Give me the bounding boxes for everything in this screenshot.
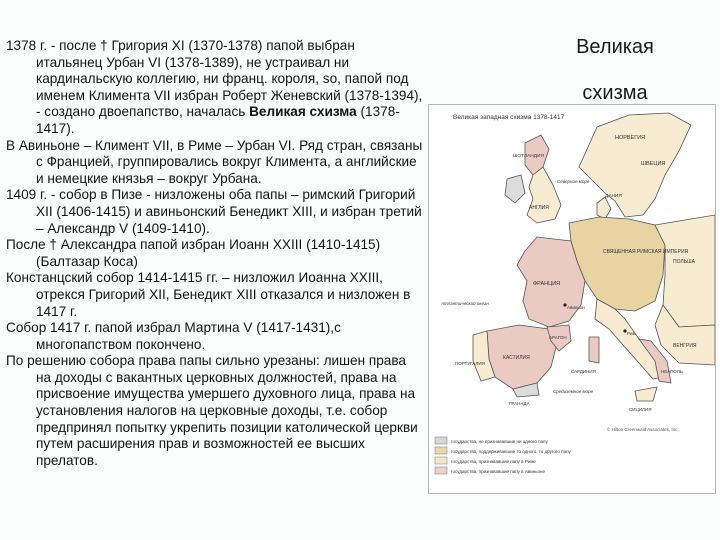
label-hungary: ВЕНГРИЯ bbox=[673, 343, 697, 349]
paragraph-7: По решению собора права папы сильно урезаны: лишен права на доходы с вакантных церковных должностей, права на присвоение имущества умершего духовного лица, права на установления налогов на церковные доходы, т.е. собор предпринял попытку укрепить позиции католической церкви путем расширения прав и возможностей ее высших прелатов. bbox=[6, 353, 418, 468]
label-avignon: Авиньон bbox=[567, 305, 585, 310]
slide-title-line2: схизма bbox=[582, 82, 648, 104]
legend-swatch-2 bbox=[435, 447, 447, 454]
paragraph-1 bbox=[6, 38, 424, 138]
label-scotland: ШОТЛАНДИЯ bbox=[513, 154, 544, 159]
label-mediterranean: Средиземное море bbox=[553, 389, 594, 394]
paragraph-1-end: (1378-1417). bbox=[36, 104, 400, 136]
legend-text-1: государства, не признававшие ни одного папу bbox=[451, 439, 548, 444]
paragraph-1-bold: Великая схизма bbox=[249, 104, 357, 120]
label-castile: КАСТИЛИЯ bbox=[503, 355, 530, 361]
label-poland: ПОЛЬША bbox=[673, 259, 695, 265]
slide-title-line1: Великая bbox=[576, 36, 654, 58]
label-england: АНГЛИЯ bbox=[529, 205, 549, 211]
legend-text-2: государства, поддерживавшие то одного, то другого папу bbox=[451, 449, 571, 454]
map-svg bbox=[429, 105, 715, 493]
label-sardinia: САРДИНИЯ bbox=[571, 369, 596, 374]
legend-swatch-3 bbox=[435, 457, 447, 464]
label-denmark: ДАНИЯ bbox=[605, 194, 622, 199]
map-copyright: © Hilton Greenwald Associates, Inc. bbox=[607, 427, 679, 432]
label-rome: Рим bbox=[627, 331, 636, 336]
paragraph-4: После † Александра папой избран Иоанн XXIII (1410-1415) (Балтазар Коса) bbox=[6, 237, 381, 269]
city-avignon-dot bbox=[563, 303, 566, 306]
map-sardinia bbox=[589, 337, 599, 363]
label-sicily: СИЦИЛИЯ bbox=[629, 407, 652, 412]
label-norway: НОРВЕГИЯ bbox=[615, 135, 646, 141]
paragraph-5: Констанцский собор 1414-1415 гг. – низложил Иоанна XXIII, отрекся Григорий XII, Бенедикт XIII отказался и низложен в 1417 г. bbox=[6, 270, 411, 319]
label-naples: НЕАПОЛЬ bbox=[661, 369, 683, 374]
label-hre: СВЯЩЕННАЯ РИМСКАЯ ИМПЕРИЯ bbox=[603, 249, 689, 255]
legend-swatch-1 bbox=[435, 437, 447, 444]
label-granada: ГРАНАДА bbox=[509, 401, 530, 406]
paragraph-1-start: 1378 г. - после † Григория XI (1370-1378) папой выбран итальянец Урбан VI (1378-1389), не устраивал ни кардинальскую коллегию, ни франц. короля, so, папой под именем Климента VII избран Роберт Женевский (1378-1394), - создано двоепапство, началась bbox=[6, 38, 423, 120]
label-aragon: АРАГОН bbox=[549, 335, 567, 340]
paragraph-2: В Авиньоне – Климент VII, в Риме – Урбан VI. Ряд стран, связаны с Францией, группировались вокруг Климента, а английские и немецкие князья – вокруг Урбана. bbox=[6, 137, 423, 186]
map-heading: Великая западная схизма 1378-1417 bbox=[453, 114, 565, 121]
body-text bbox=[6, 38, 424, 469]
city-rome-dot bbox=[623, 329, 626, 332]
paragraph-6: Собор 1417 г. папой избрал Мартина V (1417-1431),с многопапством покончено. bbox=[6, 320, 341, 352]
legend-swatch-4 bbox=[435, 467, 447, 474]
schism-map bbox=[428, 104, 716, 494]
label-north-sea: Северное море bbox=[557, 179, 590, 184]
label-portugal: ПОРТУГАЛИЯ bbox=[455, 361, 485, 366]
legend-text-3: государства, признававшие папу в Риме bbox=[451, 459, 536, 464]
label-atlantic: Атлантический океан bbox=[441, 301, 489, 306]
paragraph-3: 1409 г. - собор в Пизе - низложены оба папы – римский Григорий XII (1406-1415) и авиньонский Бенедикт XIII, и избран третий – Александр V (1409-1410). bbox=[6, 187, 422, 236]
label-france: ФРАНЦИЯ bbox=[533, 281, 561, 287]
legend-text-4: государства, признававшие папу в Авиньоне bbox=[451, 469, 546, 474]
label-sweden: ШВЕЦИЯ bbox=[641, 161, 666, 167]
